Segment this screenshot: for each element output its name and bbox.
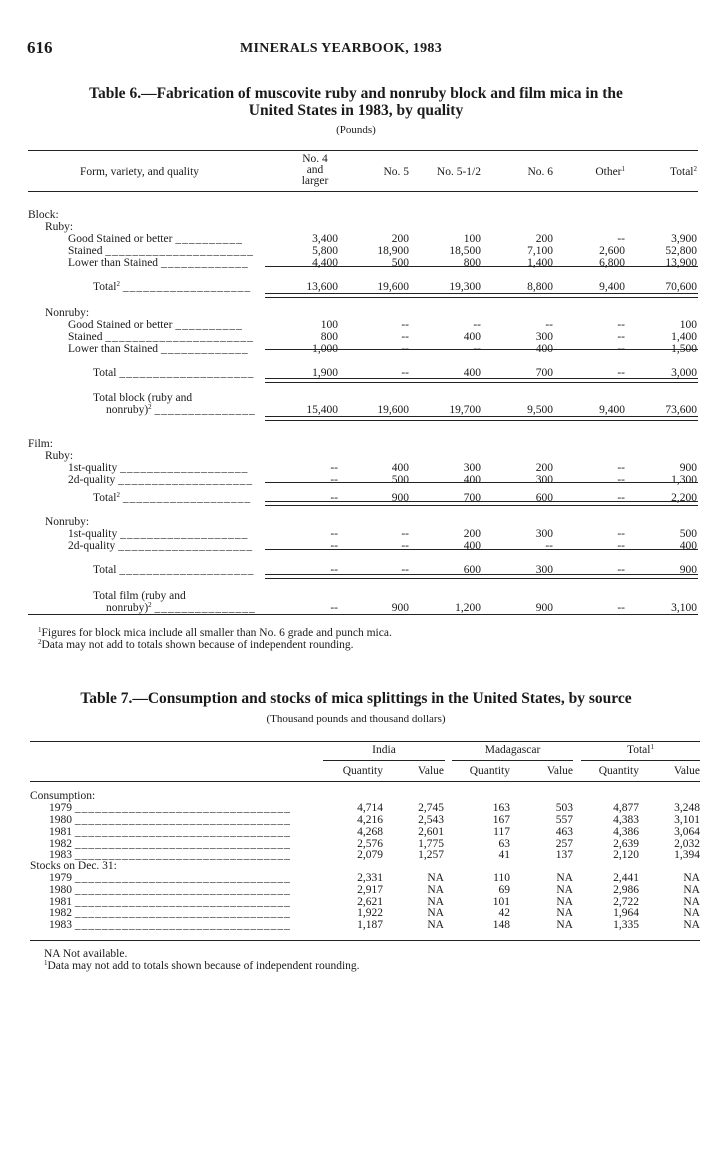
table-rule [30, 940, 700, 941]
table-rule [265, 266, 698, 267]
table-cell: 42 [498, 907, 510, 919]
table-cell: NA [683, 872, 700, 884]
table-cell: 400 [463, 474, 481, 486]
row-label: 1981 ________________________________ [49, 896, 291, 908]
table-cell: 2,543 [418, 814, 444, 826]
table-cell: -- [330, 564, 338, 576]
table-cell: 2,601 [418, 826, 444, 838]
table-cell: NA [683, 919, 700, 931]
row-label: Film: [28, 438, 53, 450]
column-header: Value [673, 765, 700, 777]
table-cell: 2,441 [613, 872, 639, 884]
table-cell: 400 [463, 540, 481, 552]
table-rule [28, 614, 698, 615]
table-cell: 5,800 [312, 245, 338, 257]
row-label: Stocks on Dec. 31: [30, 860, 117, 872]
table-cell: -- [617, 540, 625, 552]
running-head: MINERALS YEARBOOK, 1983 [240, 41, 443, 56]
table-cell: 1,394 [674, 849, 700, 861]
table-cell: 200 [391, 233, 409, 245]
row-label: Total$^2$ ___________________ [93, 491, 252, 504]
table-cell: 2,917 [357, 884, 383, 896]
table-cell: -- [330, 474, 338, 486]
table-cell: -- [617, 474, 625, 486]
table-cell: 1,257 [418, 849, 444, 861]
table-cell: -- [401, 331, 409, 343]
column-header: No. 5-1/2 [436, 166, 481, 178]
table-cell: 3,100 [671, 602, 697, 614]
column-group-header: Total$^1$ [627, 743, 654, 756]
table-rule [265, 420, 698, 421]
table-cell: NA [427, 896, 444, 908]
table-cell: 148 [492, 919, 510, 931]
row-label: 1980 ________________________________ [49, 814, 291, 826]
table-cell: 4,400 [312, 257, 338, 269]
table-cell: -- [401, 528, 409, 540]
table-cell: 167 [492, 814, 510, 826]
table-cell: 1,335 [613, 919, 639, 931]
footnote: $^1$Figures for block mica include all smaller than No. 6 grade and punch mica. [38, 626, 392, 639]
table-cell: 2,639 [613, 838, 639, 850]
table-cell: NA [556, 919, 573, 931]
table7-title: Table 7.—Consumption and stocks of mica splittings in the United States, by source [80, 690, 632, 707]
table-cell: -- [473, 319, 481, 331]
table-cell: -- [401, 564, 409, 576]
table-cell: 19,600 [377, 404, 409, 416]
table-cell: NA [683, 907, 700, 919]
row-label: nonruby)$^2$ _______________ [106, 601, 256, 614]
row-label: Nonruby: [45, 516, 90, 528]
table-cell: 100 [679, 319, 697, 331]
row-label: Nonruby: [45, 307, 90, 319]
table-cell: 463 [555, 826, 573, 838]
table-cell: 400 [535, 343, 553, 355]
table-rule [265, 297, 698, 298]
table-cell: -- [330, 492, 338, 504]
table-cell: 200 [463, 528, 481, 540]
table-cell: 19,300 [449, 281, 481, 293]
table-cell: -- [617, 367, 625, 379]
row-label: 1982 ________________________________ [49, 907, 291, 919]
table-rule [28, 150, 698, 151]
table-cell: 400 [391, 462, 409, 474]
table-cell: 117 [493, 826, 510, 838]
table-cell: NA [556, 907, 573, 919]
table-rule [28, 191, 698, 192]
table-cell: -- [401, 540, 409, 552]
table-cell: -- [330, 462, 338, 474]
column-header: Form, variety, and quality [80, 166, 200, 178]
row-label: Total block (ruby and [93, 392, 193, 404]
table-cell: 110 [493, 872, 510, 884]
table-cell: 400 [679, 540, 697, 552]
row-label: Total film (ruby and [93, 590, 186, 602]
table-cell: 300 [535, 528, 553, 540]
column-header: No. 6 [527, 166, 553, 178]
table-cell: 4,216 [357, 814, 383, 826]
row-label: Lower than Stained _____________ [68, 257, 249, 269]
table-cell: 4,386 [613, 826, 639, 838]
table-cell: 4,714 [357, 802, 383, 814]
column-header: No. 5 [383, 166, 409, 178]
table-cell: 9,400 [599, 281, 625, 293]
row-label: 2d-quality ____________________ [68, 474, 254, 486]
table-rule [265, 501, 698, 502]
table-cell: 300 [535, 474, 553, 486]
table-cell: -- [330, 540, 338, 552]
table-cell: -- [617, 343, 625, 355]
table-cell: 137 [555, 849, 573, 861]
table-cell: 3,000 [671, 367, 697, 379]
table-cell: 9,400 [599, 404, 625, 416]
table-cell: 257 [555, 838, 573, 850]
table-cell: 900 [679, 564, 697, 576]
table-rule [265, 382, 698, 383]
table-cell: 3,101 [674, 814, 700, 826]
table-cell: NA [556, 872, 573, 884]
row-label: 1982 ________________________________ [49, 838, 291, 850]
table-cell: 2,079 [357, 849, 383, 861]
table-cell: NA [556, 884, 573, 896]
table-cell: 2,722 [613, 896, 639, 908]
table-cell: -- [545, 319, 553, 331]
table-cell: 300 [535, 331, 553, 343]
table-cell: 4,877 [613, 802, 639, 814]
table-cell: 600 [463, 564, 481, 576]
table-cell: 2,200 [671, 492, 697, 504]
table-cell: 13,900 [665, 257, 697, 269]
footnote: NA Not available. [44, 948, 128, 960]
table-cell: NA [427, 907, 444, 919]
row-label: Ruby: [45, 450, 74, 462]
row-label: Lower than Stained _____________ [68, 343, 249, 355]
table-cell: 19,600 [377, 281, 409, 293]
table-cell: 900 [535, 602, 553, 614]
table-cell: -- [330, 528, 338, 540]
column-header: Quantity [469, 765, 510, 777]
table-cell: NA [427, 884, 444, 896]
table-cell: -- [330, 602, 338, 614]
table-cell: 2,745 [418, 802, 444, 814]
table-cell: 69 [498, 884, 510, 896]
column-group-header: Madagascar [484, 744, 541, 756]
column-group-header: India [372, 744, 396, 756]
row-label: 1983 ________________________________ [49, 849, 291, 861]
table-cell: 1,400 [527, 257, 553, 269]
row-label: 1979 ________________________________ [49, 872, 291, 884]
table-cell: 73,600 [665, 404, 697, 416]
table-cell: 101 [492, 896, 510, 908]
table-cell: 2,621 [357, 896, 383, 908]
column-header: Value [546, 765, 573, 777]
row-label: Total ____________________ [93, 367, 255, 379]
table-cell: -- [617, 528, 625, 540]
table-cell: 3,248 [674, 802, 700, 814]
page-number: 616 [27, 38, 53, 57]
table-cell: 3,064 [674, 826, 700, 838]
table-cell: 15,400 [306, 404, 338, 416]
table-cell: 163 [492, 802, 510, 814]
table-cell: 7,100 [527, 245, 553, 257]
row-label: Good Stained or better __________ [68, 233, 243, 245]
table-cell: 100 [320, 319, 338, 331]
row-label: Stained ______________________ [68, 331, 254, 343]
table-cell: 557 [555, 814, 573, 826]
table-cell: 9,500 [527, 404, 553, 416]
table-cell: 41 [498, 849, 510, 861]
column-header: Total$^2$ [670, 165, 697, 178]
table-rule [30, 781, 700, 782]
table-cell: 2,600 [599, 245, 625, 257]
table-cell: -- [617, 233, 625, 245]
table-cell: 18,500 [449, 245, 481, 257]
table6-title [0, 85, 712, 119]
table-cell: -- [617, 602, 625, 614]
row-label: Stained ______________________ [68, 245, 254, 257]
table-rule [265, 416, 698, 417]
table-rule [452, 760, 573, 761]
table-cell: 2,331 [357, 872, 383, 884]
table-cell: 200 [535, 462, 553, 474]
table-cell: 2,032 [674, 838, 700, 850]
table-rule [30, 741, 700, 742]
table-cell: 18,900 [377, 245, 409, 257]
table-cell: 1,300 [671, 474, 697, 486]
table7-unit: (Thousand pounds and thousand dollars) [266, 713, 446, 725]
table-cell: 19,700 [449, 404, 481, 416]
table-rule [265, 482, 698, 483]
row-label: Consumption: [30, 790, 96, 802]
table-cell: 200 [535, 233, 553, 245]
row-label: Total ____________________ [93, 564, 255, 576]
table-cell: 1,000 [312, 343, 338, 355]
table-cell: 1,922 [357, 907, 383, 919]
table-rule [323, 760, 445, 761]
row-label: 1981 ________________________________ [49, 826, 291, 838]
table-cell: 2,120 [613, 849, 639, 861]
row-label: 1st-quality ___________________ [68, 462, 249, 474]
table-cell: 100 [463, 233, 481, 245]
table-cell: NA [683, 896, 700, 908]
table-cell: 700 [463, 492, 481, 504]
table-cell: -- [617, 492, 625, 504]
column-header: Other$^1$ [595, 165, 625, 178]
table-cell: -- [617, 564, 625, 576]
table-cell: 503 [555, 802, 573, 814]
table-cell: NA [427, 919, 444, 931]
row-label: 1980 ________________________________ [49, 884, 291, 896]
table-cell: 600 [535, 492, 553, 504]
table-cell: 300 [463, 462, 481, 474]
table-rule [265, 549, 698, 550]
column-header: Quantity [598, 765, 639, 777]
table-cell: 6,800 [599, 257, 625, 269]
table-rule [265, 574, 698, 575]
table-cell: -- [545, 540, 553, 552]
table-cell: 800 [463, 257, 481, 269]
table-cell: -- [401, 343, 409, 355]
table-cell: 1,900 [312, 367, 338, 379]
table-cell: 1,200 [455, 602, 481, 614]
table-cell: 4,268 [357, 826, 383, 838]
table-cell: -- [401, 319, 409, 331]
table-rule [581, 760, 700, 761]
row-label: Total$^2$ ___________________ [93, 280, 252, 293]
table6-title-line1: Table 6.—Fabrication of muscovite ruby and nonruby block and film mica in the [89, 85, 623, 102]
table-cell: 1,400 [671, 331, 697, 343]
table-cell: 1,964 [613, 907, 639, 919]
table-cell: 8,800 [527, 281, 553, 293]
table-rule [265, 293, 698, 294]
row-label: Ruby: [45, 221, 74, 233]
table-cell: 500 [391, 257, 409, 269]
table-cell: 400 [463, 367, 481, 379]
table-cell: 4,383 [613, 814, 639, 826]
table-rule [265, 378, 698, 379]
table-cell: 2,576 [357, 838, 383, 850]
table-cell: NA [683, 884, 700, 896]
table-cell: 500 [391, 474, 409, 486]
table-cell: 52,800 [665, 245, 697, 257]
table-cell: -- [617, 462, 625, 474]
table-cell: 1,187 [357, 919, 383, 931]
table-cell: -- [401, 367, 409, 379]
table-cell: NA [556, 896, 573, 908]
table-cell: 900 [391, 602, 409, 614]
table-rule [265, 349, 698, 350]
row-label: Block: [28, 209, 59, 221]
table-cell: NA [427, 872, 444, 884]
table-cell: 3,400 [312, 233, 338, 245]
table-cell: 3,900 [671, 233, 697, 245]
row-label: 1983 ________________________________ [49, 919, 291, 931]
table-rule [265, 505, 698, 506]
table-cell: 900 [679, 462, 697, 474]
row-label: 2d-quality ____________________ [68, 540, 254, 552]
table-cell: 1,500 [671, 343, 697, 355]
column-header: Quantity [342, 765, 383, 777]
footnote: $^1$Data may not add to totals shown because of independent rounding. [44, 959, 360, 972]
table6-title-line2: United States in 1983, by quality [248, 102, 464, 119]
table-cell: 500 [679, 528, 697, 540]
row-label: nonruby)$^2$ _______________ [106, 403, 256, 416]
footnote: $^2$Data may not add to totals shown because of independent rounding. [38, 638, 354, 651]
column-header: No. 4 and larger [301, 153, 329, 187]
table-cell: 2,986 [613, 884, 639, 896]
table-cell: 900 [391, 492, 409, 504]
table6-unit: (Pounds) [336, 124, 376, 136]
table-cell: -- [473, 343, 481, 355]
table-rule [265, 578, 698, 579]
row-label: 1st-quality ___________________ [68, 528, 249, 540]
column-header: Value [417, 765, 444, 777]
table-cell: 700 [535, 367, 553, 379]
table-cell: 300 [535, 564, 553, 576]
row-label: Good Stained or better __________ [68, 319, 243, 331]
table-cell: 1,775 [418, 838, 444, 850]
row-label: 1979 ________________________________ [49, 802, 291, 814]
table-cell: 800 [320, 331, 338, 343]
table-cell: 13,600 [306, 281, 338, 293]
table-cell: 70,600 [665, 281, 697, 293]
table-cell: -- [617, 331, 625, 343]
table-cell: -- [617, 319, 625, 331]
table-cell: 400 [463, 331, 481, 343]
table-cell: 63 [498, 838, 510, 850]
